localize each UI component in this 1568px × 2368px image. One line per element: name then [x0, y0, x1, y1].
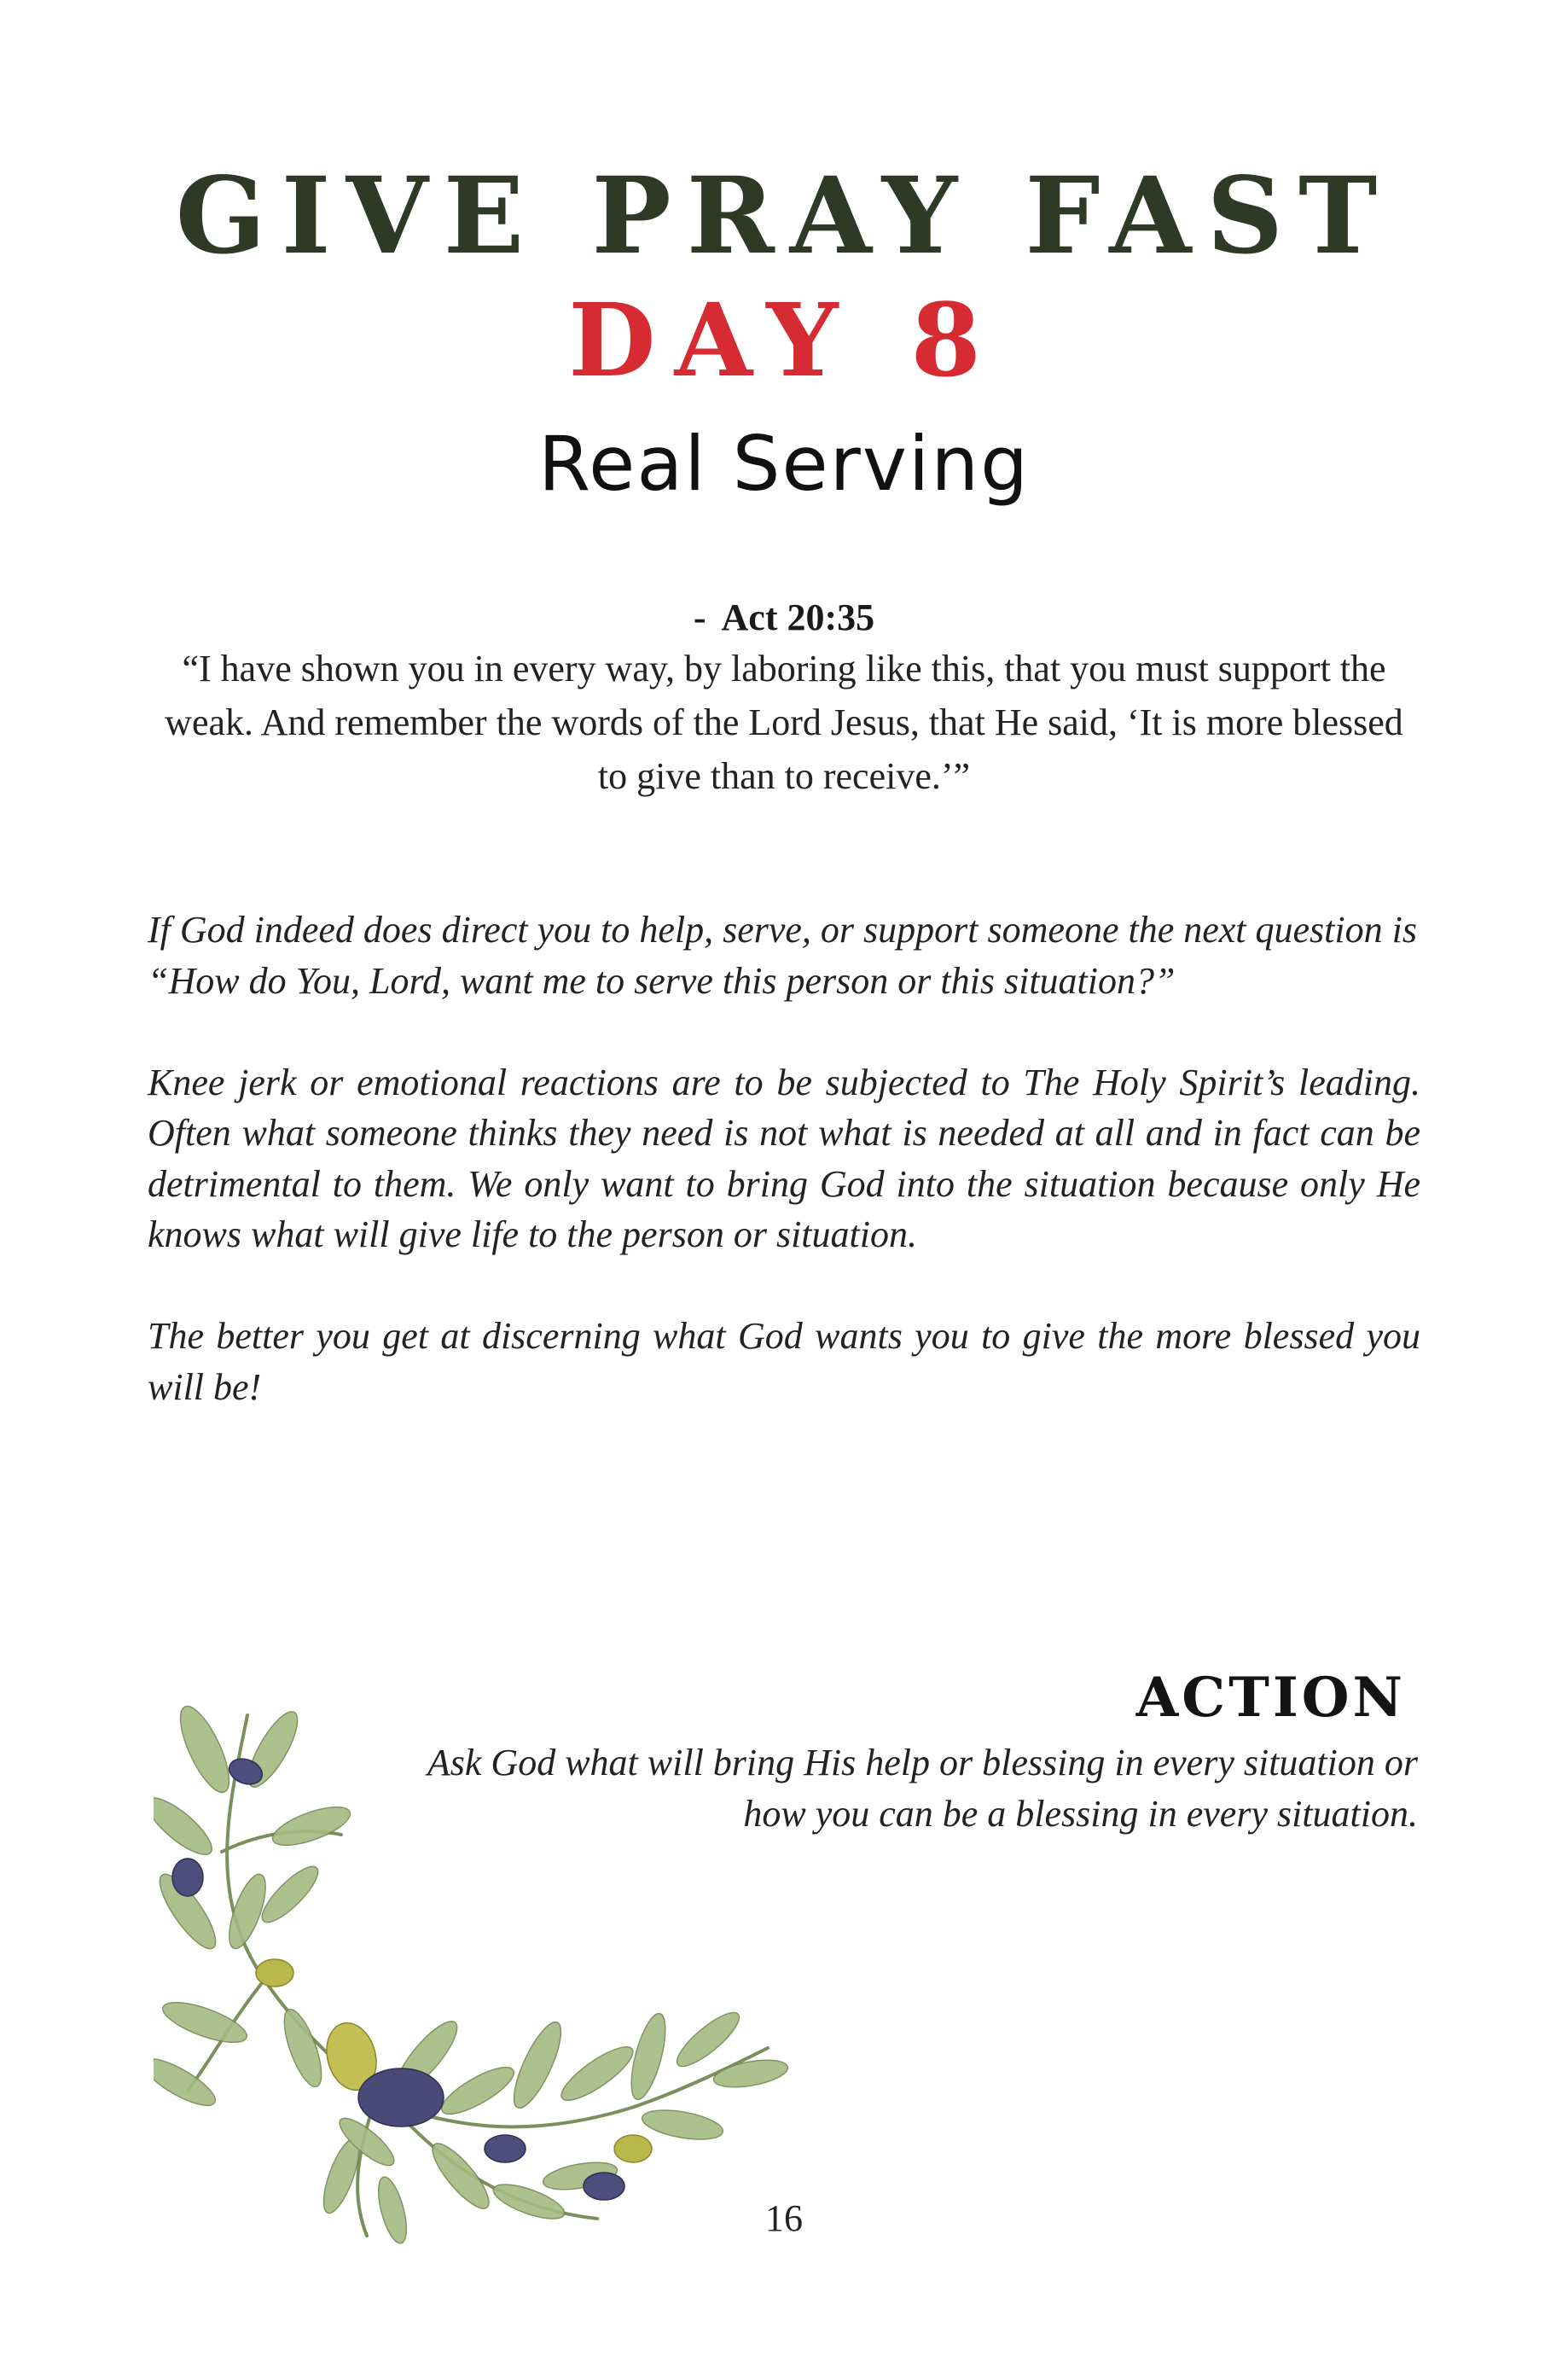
paragraph-3: The better you get at discerning what God wants you to give the more blessed you will be! [148, 1315, 1420, 1408]
action-heading: ACTION [1135, 1666, 1406, 1730]
verse-reference [0, 596, 1568, 641]
body-text [148, 905, 1420, 1412]
subtitle: Real Serving [537, 420, 1031, 508]
page-number: 16 [765, 2197, 803, 2239]
paragraph-2: Knee jerk or emotional reactions are to be subjected to The Holy Spirit’s leading. Often what someone thinks they need is not what is needed at all and in fact can be detrimental to them. We only want to bring God into the situation because only He knows what will give life to the person or situation. [148, 1061, 1420, 1255]
verse-dash: - [693, 596, 706, 638]
page-title: GIVE PRAY FAST [175, 154, 1393, 278]
olive-branch-illustration [154, 1698, 802, 2253]
day-heading: DAY 8 [568, 281, 1000, 399]
verse-quote: “I have shown you in every way, by laboring like this, that you must support the weak. And remember the words of the Lord Jesus, that He said, ‘It is more blessed to give than to receive.’” [165, 648, 1403, 797]
paragraph-1-line-2: “How do You, Lord, want me to serve this person or this situation?” [148, 959, 1176, 1002]
action-line-1: Ask God what will bring His help or blessing in every situation or [427, 1742, 1418, 1783]
verse-reference-text: Act 20:35 [721, 596, 875, 638]
paragraph-1-line-1: If God indeed does direct you to help, serve, or support someone the next question is [148, 909, 1417, 951]
action-line-2: how you can be a blessing in every situation. [743, 1793, 1418, 1835]
